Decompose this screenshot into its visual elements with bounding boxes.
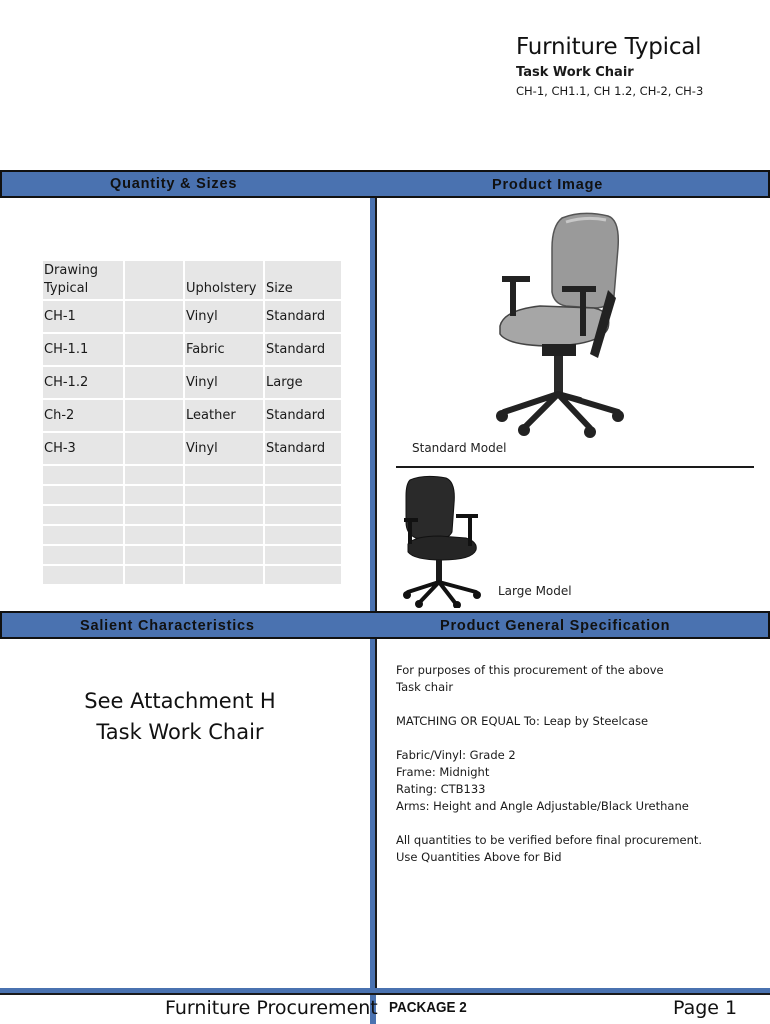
spec-line: Rating: CTB133 [396,782,486,796]
table-row-empty [43,526,341,546]
table-row-empty [43,546,341,566]
general-spec-text [396,662,736,866]
large-model-caption: Large Model [498,584,572,598]
table-cell: Vinyl [185,433,265,464]
spec-line: Use Quantities Above for Bid [396,850,562,864]
footer-rule-dark [0,993,770,995]
table-cell: Large [266,375,303,390]
section-title-general-spec: Product General Specification [440,618,671,634]
salient-text [60,686,300,748]
table-row-empty [43,566,341,586]
page-number: Page 1 [673,997,738,1019]
table-header-blank [125,261,185,299]
table-header-upholstery: Upholstery [185,261,265,299]
table-cell: CH-1.1 [43,334,125,365]
table-cell: Standard [266,342,326,357]
standard-chair-image [490,208,630,440]
salient-line-2: Task Work Chair [96,720,264,744]
table-cell: Leather [185,400,265,431]
section-title-quantity-sizes: Quantity & Sizes [110,176,238,192]
large-chair-image [400,474,486,608]
table-row [43,367,341,400]
typical-codes: CH-1, CH1.1, CH 1.2, CH-2, CH-3 [516,84,704,98]
table-header-row [43,261,341,301]
standard-model-caption: Standard Model [412,441,507,455]
table-cell [125,301,185,332]
table-row [43,334,341,367]
table-cell: CH-1 [43,301,125,332]
table-row-empty [43,466,341,486]
table-cell: Ch-2 [43,400,125,431]
vertical-divider-shadow [375,198,377,992]
spec-line: Frame: Midnight [396,765,490,779]
section-title-salient: Salient Characteristics [80,618,255,634]
table-cell: Fabric [185,334,265,365]
spec-line: MATCHING OR EQUAL To: Leap by Steelcase [396,714,649,728]
quantity-table [43,261,341,586]
table-cell: Standard [266,441,326,456]
spec-line: All quantities to be verified before final procurement. [396,833,703,847]
spec-line: Fabric/Vinyl: Grade 2 [396,748,516,762]
table-cell: Standard [266,309,326,324]
table-row [43,301,341,334]
spec-line: Arms: Height and Angle Adjustable/Black Urethane [396,799,689,813]
table-cell: Standard [266,408,326,423]
table-row [43,400,341,433]
table-cell: Vinyl [185,367,265,398]
salient-line-1: See Attachment H [84,689,276,713]
section-title-product-image: Product Image [492,177,604,193]
spec-line: Task chair [396,680,454,694]
table-cell: CH-3 [43,433,125,464]
table-row-empty [43,506,341,526]
table-cell [125,433,185,464]
image-divider-line [396,466,754,468]
footer-package: PACKAGE 2 [389,999,467,1016]
table-cell: CH-1.2 [43,367,125,398]
table-cell: Vinyl [185,301,265,332]
table-cell [125,367,185,398]
table-cell [125,400,185,431]
page-title: Furniture Typical [516,34,702,60]
table-cell [125,334,185,365]
table-row-empty [43,486,341,506]
spec-line: For purposes of this procurement of the above [396,663,664,677]
table-row [43,433,341,466]
page-subtitle: Task Work Chair [516,65,634,80]
table-header-drawing-typical: Drawing Typical [43,261,125,299]
table-header-size: Size [266,281,293,296]
footer-title: Furniture Procurement [165,997,378,1019]
